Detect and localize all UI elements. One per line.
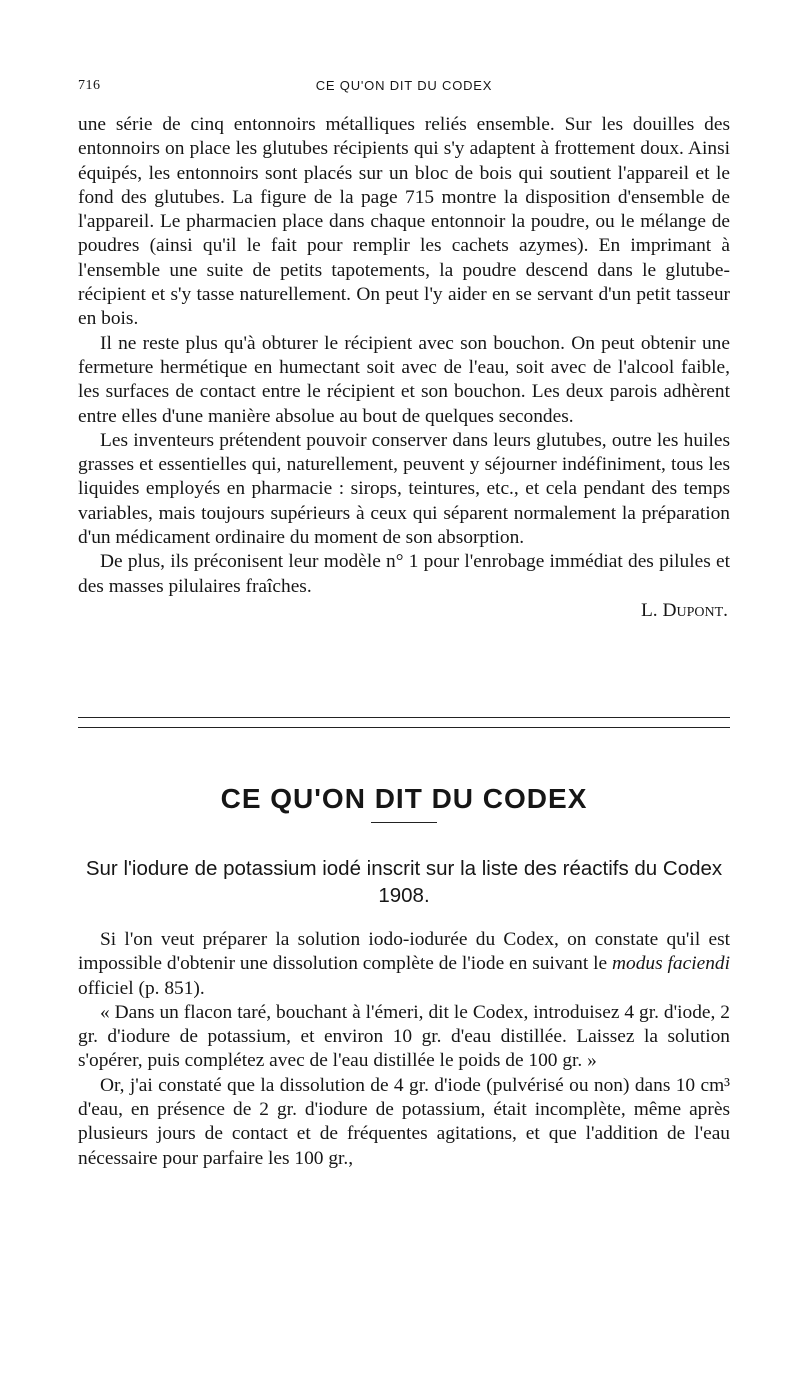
- paragraph: une série de cinq entonnoirs métalliques reliés ensemble. Sur les douilles des entonnoirs on place les glutubes récipients qui s'y adaptent à frottement doux. Ainsi équipés, les entonnoirs sont placés sur un bloc de bois qui soutient l'appareil et le fond des glutubes. La figure de la page 715 montre la disposition d'ensemble de l'appareil. Le pharmacien place dans chaque entonnoir la poudre, ou le mélange de poudres (ainsi qu'il le fait pour remplir les cachets azymes). En imprimant à l'ensemble une suite de petits tapotements, la poudre descend dans le glutube-récipient et s'y tasse naturellement. On peut l'y aider en se servant d'un petit tasseur en bois.: [78, 114, 730, 330]
- article-title: Sur l'iodure de potassium iodé inscrit sur la liste des réactifs du Codex 1908.: [85, 857, 723, 907]
- text-run: officiel (p. 851).: [78, 977, 205, 999]
- text-run: Si l'on veut préparer la solution iodo-iodurée du Codex, on constate qu'il est impossible d'obtenir une dissolution complète de l'iode en suivant le: [78, 929, 730, 975]
- double-rule-top: [78, 717, 730, 718]
- page-number: 716: [78, 78, 101, 93]
- quotation-paragraph: « Dans un flacon taré, bouchant à l'émeri, dit le Codex, introduisez 4 gr. d'iode, 2 gr. d'iodure de potassium, et environ 10 gr. d'eau distillée. Laissez la solution s'opérer, puis complétez avec de l'eau distillée le poids de 100 gr. »: [78, 1001, 730, 1072]
- paragraph: De plus, ils préconisent leur modèle n° 1 pour l'enrobage immédiat des pilules et des masses pilulaires fraîches.: [78, 551, 730, 597]
- paragraph: Les inventeurs prétendent pouvoir conserver dans leurs glutubes, outre les huiles grasses et essentielles qui, naturellement, peuvent y séjourner indéfiniment, tous les liquides employés en pharmacie : sirops, teintures, etc., et cela pendant des temps variables, mais toujours supérieurs à ceux qui séparent normalement la préparation d'un médicament ordinaire du moment de son absorption.: [78, 429, 730, 549]
- article-body: [78, 928, 730, 1171]
- section-heading: CE QU'ON DIT DU CODEX: [220, 783, 588, 814]
- running-head: [78, 78, 730, 100]
- author-signature: L. Dupont.: [640, 599, 728, 621]
- heading-divider: [371, 822, 437, 823]
- paragraph: [78, 928, 730, 1001]
- double-rule-bottom: [78, 727, 730, 728]
- paragraph: Or, j'ai constaté que la dissolution de 4 gr. d'iode (pulvérisé ou non) dans 10 cm³ d'eau, en présence de 2 gr. d'iodure de potassium, était incomplète, même après plusieurs jours de contact et de fréquentes agitations, et que l'addition de l'eau nécessaire pour parfaire les 100 gr.,: [78, 1074, 730, 1169]
- article-continuation: [78, 113, 730, 623]
- running-title: CE QU'ON DIT DU CODEX: [315, 78, 493, 93]
- latin-phrase: modus faciendi: [612, 953, 730, 975]
- paragraph: Il ne reste plus qu'à obturer le récipient avec son bouchon. On peut obtenir une fermeture hermétique en humectant soit avec de l'eau, soit avec de l'alcool faible, les surfaces de contact entre le récipient et son bouchon. Les deux parois adhèrent entre elles d'une manière absolue au bout de quelques secondes.: [78, 332, 730, 427]
